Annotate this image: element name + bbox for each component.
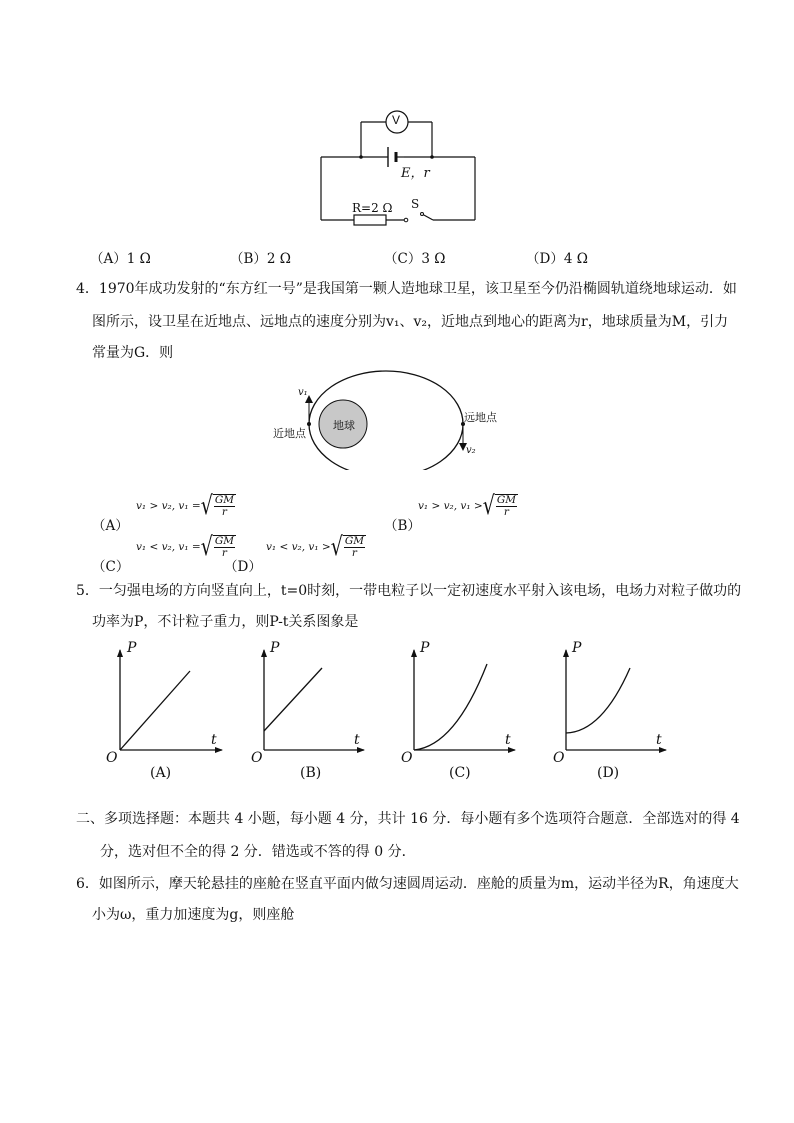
q4-option-a-formula	[136, 490, 236, 521]
graph-b-caption: (B)	[300, 765, 322, 781]
graph-a-ylabel: P	[127, 640, 137, 656]
q4-stem-line1: 4．1970年成功发射的“东方红一号”是我国第一颗人造地球卫星，该卫星至今仍沿椭圆轨道绕地球运动．如	[76, 281, 737, 297]
apogee-label: 远地点	[464, 411, 497, 424]
graph-c-ylabel: P	[420, 640, 430, 656]
graph-c-xlabel: t	[505, 732, 511, 748]
sqrt-numerator: GM	[214, 535, 234, 547]
q4-stem-line3: 常量为G．则	[92, 345, 174, 361]
graph-c-caption: (C)	[449, 765, 471, 781]
q5-stem-line1: 5．一匀强电场的方向竖直向上，t=0时刻，一带电粒子以一定初速度水平射入该电场，电场力对粒子做功的	[76, 583, 742, 599]
v2-label: v₂	[466, 445, 476, 456]
graph-a	[120, 650, 222, 750]
v1-label: v₁	[298, 387, 308, 398]
graph-b-ylabel: P	[270, 640, 280, 656]
graph-d-xlabel: t	[656, 732, 662, 748]
sqrt-gm-over-r: √ $\frac{GM}{r}$	[200, 490, 234, 521]
q4-option-d-label: （D）	[224, 559, 262, 575]
q4-option-c-label: （C）	[92, 559, 130, 575]
q4-option-a-cond: v₁ > v₂, v₁ =	[136, 500, 201, 513]
q6-stem-line2: 小为ω，重力加速度为g，则座舱	[92, 907, 295, 923]
graph-b-origin: O	[251, 750, 263, 766]
pt-graphs	[0, 630, 794, 790]
q4-stem-line2: 图所示，设卫星在近地点、远地点的速度分别为v₁、v₂，近地点到地心的距离为r，地球质量为M，引力	[92, 314, 729, 330]
graph-b	[264, 650, 364, 750]
q6-stem-line1: 6．如图所示，摩天轮悬挂的座舱在竖直平面内做匀速圆周运动．座舱的质量为m，运动半径为R，角速度大	[76, 876, 739, 892]
graph-a-origin: O	[106, 750, 118, 766]
earth-label: 地球	[333, 419, 355, 432]
q4-option-c-cond: v₁ < v₂, v₁ =	[136, 541, 201, 554]
q5-stem-line2: 功率为P，不计粒子重力，则P-t关系图象是	[92, 614, 359, 630]
graph-c-origin: O	[401, 750, 413, 766]
graph-d-caption: (D)	[597, 765, 620, 781]
option-c: （C）3 Ω	[384, 251, 446, 267]
graph-b-xlabel: t	[354, 732, 360, 748]
option-b: （B）2 Ω	[230, 251, 291, 267]
switch-label: S	[411, 197, 420, 211]
orbit-diagram	[0, 370, 794, 470]
graph-a-xlabel: t	[211, 732, 217, 748]
sqrt-denominator: r	[221, 547, 227, 560]
sqrt-numerator: GM	[344, 535, 364, 547]
option-d: （D）4 Ω	[526, 251, 588, 267]
sqrt-gm-over-r: √ $\frac{GM}{r}$	[482, 490, 516, 521]
sqrt-denominator: r	[503, 506, 509, 519]
perigee-label: 近地点	[273, 427, 306, 440]
graph-d-origin: O	[553, 750, 565, 766]
option-a: （A）1 Ω	[90, 251, 151, 267]
sqrt-gm-over-r: √ $\frac{GM}{r}$	[330, 531, 364, 562]
q4-option-a-label: （A）	[92, 518, 129, 534]
sqrt-denominator: r	[351, 547, 357, 560]
sqrt-numerator: GM	[496, 494, 516, 506]
voltmeter-label: V	[392, 113, 401, 127]
graph-d	[566, 650, 666, 750]
resistor-label: R=2 Ω	[352, 201, 393, 215]
q4-option-b-label: （B）	[384, 518, 421, 534]
sqrt-gm-over-r: √ $\frac{GM}{r}$	[200, 531, 234, 562]
q4-option-b-cond: v₁ > v₂, v₁ >	[418, 500, 483, 513]
q4-option-d-cond: v₁ < v₂, v₁ >	[266, 541, 331, 554]
graph-d-ylabel: P	[572, 640, 582, 656]
sqrt-numerator: GM	[214, 494, 234, 506]
graph-c	[414, 650, 515, 750]
sqrt-denominator: r	[221, 506, 227, 519]
battery-label: E，r	[401, 166, 430, 181]
graph-a-caption: (A)	[150, 765, 172, 781]
q4-option-b-formula	[418, 490, 518, 521]
q4-option-d-formula	[266, 531, 366, 562]
q4-option-c-formula	[136, 531, 236, 562]
section2-heading-line2: 分，选对但不全的得 2 分．错选或不答的得 0 分．	[100, 844, 416, 860]
section2-heading-line1: 二、多项选择题：本题共 4 小题，每小题 4 分，共计 16 分．每小题有多个选项符合题意．全部选对的得 4	[76, 811, 740, 827]
